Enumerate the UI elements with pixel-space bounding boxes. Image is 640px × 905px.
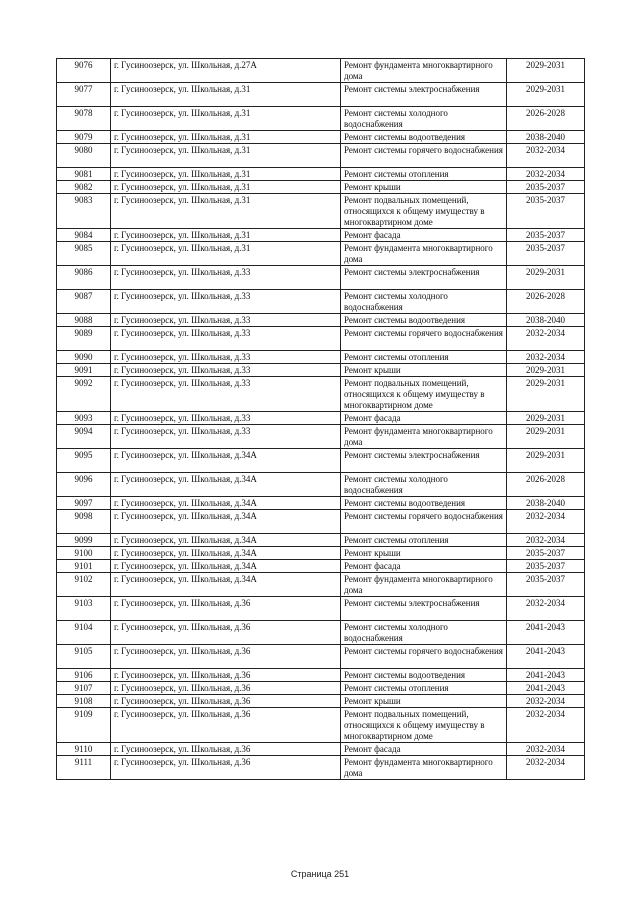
row-number-cell: 9108 <box>57 695 111 708</box>
address-cell: г. Гусиноозерск, ул. Школьная, д.33 <box>111 327 341 351</box>
table-row <box>57 266 585 290</box>
address-cell: г. Гусиноозерск, ул. Школьная, д.31 <box>111 181 341 194</box>
table-row <box>57 131 585 144</box>
work-type-cell: Ремонт фундамента многоквартирного дома <box>341 573 507 597</box>
period-cell: 2029-2031 <box>507 425 585 449</box>
work-type-cell: Ремонт системы электроснабжения <box>341 597 507 621</box>
row-number-cell: 9099 <box>57 534 111 547</box>
row-number-cell: 9090 <box>57 351 111 364</box>
table-row <box>57 695 585 708</box>
table-row <box>57 412 585 425</box>
row-number-cell: 9093 <box>57 412 111 425</box>
work-type-cell: Ремонт системы электроснабжения <box>341 266 507 290</box>
period-cell: 2035-2037 <box>507 194 585 229</box>
table-row <box>57 377 585 412</box>
work-type-cell: Ремонт системы электроснабжения <box>341 83 507 107</box>
work-type-cell: Ремонт системы отопления <box>341 534 507 547</box>
address-cell: г. Гусиноозерск, ул. Школьная, д.36 <box>111 708 341 743</box>
address-cell: г. Гусиноозерск, ул. Школьная, д.34А <box>111 534 341 547</box>
period-cell: 2041-2043 <box>507 621 585 645</box>
period-cell: 2026-2028 <box>507 473 585 497</box>
address-cell: г. Гусиноозерск, ул. Школьная, д.36 <box>111 669 341 682</box>
row-number-cell: 9111 <box>57 756 111 780</box>
period-cell: 2038-2040 <box>507 131 585 144</box>
work-type-cell: Ремонт крыши <box>341 695 507 708</box>
table-row <box>57 290 585 314</box>
table-row <box>57 510 585 534</box>
work-type-cell: Ремонт системы водоотведения <box>341 314 507 327</box>
row-number-cell: 9109 <box>57 708 111 743</box>
work-type-cell: Ремонт системы водоотведения <box>341 131 507 144</box>
work-type-cell: Ремонт системы электроснабжения <box>341 449 507 473</box>
period-cell: 2032-2034 <box>507 168 585 181</box>
address-cell: г. Гусиноозерск, ул. Школьная, д.33 <box>111 351 341 364</box>
work-type-cell: Ремонт подвальных помещений, относящихся к общему имуществу в многоквартирном доме <box>341 708 507 743</box>
table-row <box>57 83 585 107</box>
period-cell: 2032-2034 <box>507 597 585 621</box>
table-row <box>57 194 585 229</box>
period-cell: 2035-2037 <box>507 560 585 573</box>
row-number-cell: 9100 <box>57 547 111 560</box>
address-cell: г. Гусиноозерск, ул. Школьная, д.34А <box>111 560 341 573</box>
address-cell: г. Гусиноозерск, ул. Школьная, д.27А <box>111 59 341 83</box>
period-cell: 2029-2031 <box>507 364 585 377</box>
period-cell: 2035-2037 <box>507 181 585 194</box>
table-row <box>57 560 585 573</box>
row-number-cell: 9097 <box>57 497 111 510</box>
work-type-cell: Ремонт системы холодного водоснабжения <box>341 621 507 645</box>
period-cell: 2032-2034 <box>507 708 585 743</box>
address-cell: г. Гусиноозерск, ул. Школьная, д.31 <box>111 229 341 242</box>
table-row <box>57 597 585 621</box>
row-number-cell: 9087 <box>57 290 111 314</box>
work-type-cell: Ремонт системы горячего водоснабжения <box>341 510 507 534</box>
address-cell: г. Гусиноозерск, ул. Школьная, д.31 <box>111 131 341 144</box>
period-cell: 2032-2034 <box>507 695 585 708</box>
work-type-cell: Ремонт системы горячего водоснабжения <box>341 645 507 669</box>
row-number-cell: 9094 <box>57 425 111 449</box>
period-cell: 2029-2031 <box>507 83 585 107</box>
table-row <box>57 181 585 194</box>
table-row <box>57 621 585 645</box>
work-type-cell: Ремонт фундамента многоквартирного дома <box>341 425 507 449</box>
work-type-cell: Ремонт крыши <box>341 547 507 560</box>
period-cell: 2035-2037 <box>507 242 585 266</box>
address-cell: г. Гусиноозерск, ул. Школьная, д.33 <box>111 314 341 327</box>
period-cell: 2029-2031 <box>507 266 585 290</box>
work-type-cell: Ремонт системы холодного водоснабжения <box>341 473 507 497</box>
period-cell: 2032-2034 <box>507 510 585 534</box>
address-cell: г. Гусиноозерск, ул. Школьная, д.36 <box>111 743 341 756</box>
address-cell: г. Гусиноозерск, ул. Школьная, д.34А <box>111 449 341 473</box>
row-number-cell: 9082 <box>57 181 111 194</box>
row-number-cell: 9091 <box>57 364 111 377</box>
period-cell: 2029-2031 <box>507 449 585 473</box>
row-number-cell: 9083 <box>57 194 111 229</box>
page-number: Страница 251 <box>290 869 350 879</box>
address-cell: г. Гусиноозерск, ул. Школьная, д.36 <box>111 645 341 669</box>
table-row <box>57 168 585 181</box>
period-cell: 2038-2040 <box>507 497 585 510</box>
row-number-cell: 9077 <box>57 83 111 107</box>
period-cell: 2032-2034 <box>507 144 585 168</box>
row-number-cell: 9078 <box>57 107 111 131</box>
table-row <box>57 547 585 560</box>
table-row <box>57 534 585 547</box>
period-cell: 2035-2037 <box>507 547 585 560</box>
table-row <box>57 573 585 597</box>
row-number-cell: 9098 <box>57 510 111 534</box>
row-number-cell: 9080 <box>57 144 111 168</box>
table-row <box>57 242 585 266</box>
work-type-cell: Ремонт крыши <box>341 181 507 194</box>
row-number-cell: 9107 <box>57 682 111 695</box>
work-type-cell: Ремонт фасада <box>341 560 507 573</box>
row-number-cell: 9079 <box>57 131 111 144</box>
work-type-cell: Ремонт фундамента многоквартирного дома <box>341 242 507 266</box>
address-cell: г. Гусиноозерск, ул. Школьная, д.33 <box>111 377 341 412</box>
address-cell: г. Гусиноозерск, ул. Школьная, д.34А <box>111 473 341 497</box>
work-type-cell: Ремонт подвальных помещений, относящихся к общему имуществу в многоквартирном доме <box>341 377 507 412</box>
row-number-cell: 9086 <box>57 266 111 290</box>
work-type-cell: Ремонт системы холодного водоснабжения <box>341 107 507 131</box>
row-number-cell: 9076 <box>57 59 111 83</box>
work-type-cell: Ремонт крыши <box>341 364 507 377</box>
row-number-cell: 9089 <box>57 327 111 351</box>
table-row <box>57 449 585 473</box>
table-row <box>57 473 585 497</box>
period-cell: 2035-2037 <box>507 573 585 597</box>
address-cell: г. Гусиноозерск, ул. Школьная, д.33 <box>111 412 341 425</box>
work-type-cell: Ремонт системы холодного водоснабжения <box>341 290 507 314</box>
address-cell: г. Гусиноозерск, ул. Школьная, д.36 <box>111 682 341 695</box>
row-number-cell: 9092 <box>57 377 111 412</box>
row-number-cell: 9103 <box>57 597 111 621</box>
address-cell: г. Гусиноозерск, ул. Школьная, д.31 <box>111 194 341 229</box>
work-type-cell: Ремонт фасада <box>341 412 507 425</box>
address-cell: г. Гусиноозерск, ул. Школьная, д.36 <box>111 756 341 780</box>
row-number-cell: 9105 <box>57 645 111 669</box>
address-cell: г. Гусиноозерск, ул. Школьная, д.33 <box>111 364 341 377</box>
address-cell: г. Гусиноозерск, ул. Школьная, д.31 <box>111 168 341 181</box>
row-number-cell: 9084 <box>57 229 111 242</box>
work-type-cell: Ремонт системы отопления <box>341 351 507 364</box>
table-row <box>57 351 585 364</box>
work-type-cell: Ремонт системы водоотведения <box>341 497 507 510</box>
row-number-cell: 9096 <box>57 473 111 497</box>
address-cell: г. Гусиноозерск, ул. Школьная, д.31 <box>111 83 341 107</box>
address-cell: г. Гусиноозерск, ул. Школьная, д.31 <box>111 242 341 266</box>
work-type-cell: Ремонт системы отопления <box>341 168 507 181</box>
table-row <box>57 708 585 743</box>
work-type-cell: Ремонт системы водоотведения <box>341 669 507 682</box>
table-row <box>57 364 585 377</box>
table-row <box>57 314 585 327</box>
period-cell: 2026-2028 <box>507 290 585 314</box>
table-row <box>57 756 585 780</box>
row-number-cell: 9081 <box>57 168 111 181</box>
row-number-cell: 9085 <box>57 242 111 266</box>
table-body <box>57 59 585 780</box>
capital-repair-table <box>56 58 585 780</box>
address-cell: г. Гусиноозерск, ул. Школьная, д.36 <box>111 597 341 621</box>
work-type-cell: Ремонт фасада <box>341 229 507 242</box>
address-cell: г. Гусиноозерск, ул. Школьная, д.31 <box>111 144 341 168</box>
work-type-cell: Ремонт системы горячего водоснабжения <box>341 144 507 168</box>
work-type-cell: Ремонт фасада <box>341 743 507 756</box>
address-cell: г. Гусиноозерск, ул. Школьная, д.34А <box>111 510 341 534</box>
period-cell: 2041-2043 <box>507 682 585 695</box>
row-number-cell: 9088 <box>57 314 111 327</box>
row-number-cell: 9110 <box>57 743 111 756</box>
period-cell: 2029-2031 <box>507 59 585 83</box>
table-row <box>57 59 585 83</box>
work-type-cell: Ремонт системы горячего водоснабжения <box>341 327 507 351</box>
address-cell: г. Гусиноозерск, ул. Школьная, д.33 <box>111 290 341 314</box>
row-number-cell: 9095 <box>57 449 111 473</box>
table-row <box>57 497 585 510</box>
address-cell: г. Гусиноозерск, ул. Школьная, д.33 <box>111 425 341 449</box>
period-cell: 2041-2043 <box>507 645 585 669</box>
period-cell: 2026-2028 <box>507 107 585 131</box>
table-row <box>57 425 585 449</box>
period-cell: 2032-2034 <box>507 743 585 756</box>
period-cell: 2032-2034 <box>507 351 585 364</box>
work-type-cell: Ремонт подвальных помещений, относящихся к общему имуществу в многоквартирном доме <box>341 194 507 229</box>
period-cell: 2032-2034 <box>507 534 585 547</box>
table-row <box>57 743 585 756</box>
period-cell: 2038-2040 <box>507 314 585 327</box>
table-row <box>57 144 585 168</box>
row-number-cell: 9101 <box>57 560 111 573</box>
period-cell: 2032-2034 <box>507 327 585 351</box>
address-cell: г. Гусиноозерск, ул. Школьная, д.34А <box>111 573 341 597</box>
row-number-cell: 9104 <box>57 621 111 645</box>
table-row <box>57 107 585 131</box>
work-type-cell: Ремонт фундамента многоквартирного дома <box>341 59 507 83</box>
period-cell: 2029-2031 <box>507 377 585 412</box>
address-cell: г. Гусиноозерск, ул. Школьная, д.36 <box>111 621 341 645</box>
row-number-cell: 9106 <box>57 669 111 682</box>
work-type-cell: Ремонт системы отопления <box>341 682 507 695</box>
address-cell: г. Гусиноозерск, ул. Школьная, д.31 <box>111 107 341 131</box>
period-cell: 2029-2031 <box>507 412 585 425</box>
address-cell: г. Гусиноозерск, ул. Школьная, д.34А <box>111 547 341 560</box>
address-cell: г. Гусиноозерск, ул. Школьная, д.34А <box>111 497 341 510</box>
row-number-cell: 9102 <box>57 573 111 597</box>
address-cell: г. Гусиноозерск, ул. Школьная, д.33 <box>111 266 341 290</box>
address-cell: г. Гусиноозерск, ул. Школьная, д.36 <box>111 695 341 708</box>
table-row <box>57 669 585 682</box>
table-row <box>57 682 585 695</box>
period-cell: 2041-2043 <box>507 669 585 682</box>
period-cell: 2032-2034 <box>507 756 585 780</box>
table-row <box>57 229 585 242</box>
period-cell: 2035-2037 <box>507 229 585 242</box>
table-row <box>57 327 585 351</box>
table-row <box>57 645 585 669</box>
work-type-cell: Ремонт фундамента многоквартирного дома <box>341 756 507 780</box>
